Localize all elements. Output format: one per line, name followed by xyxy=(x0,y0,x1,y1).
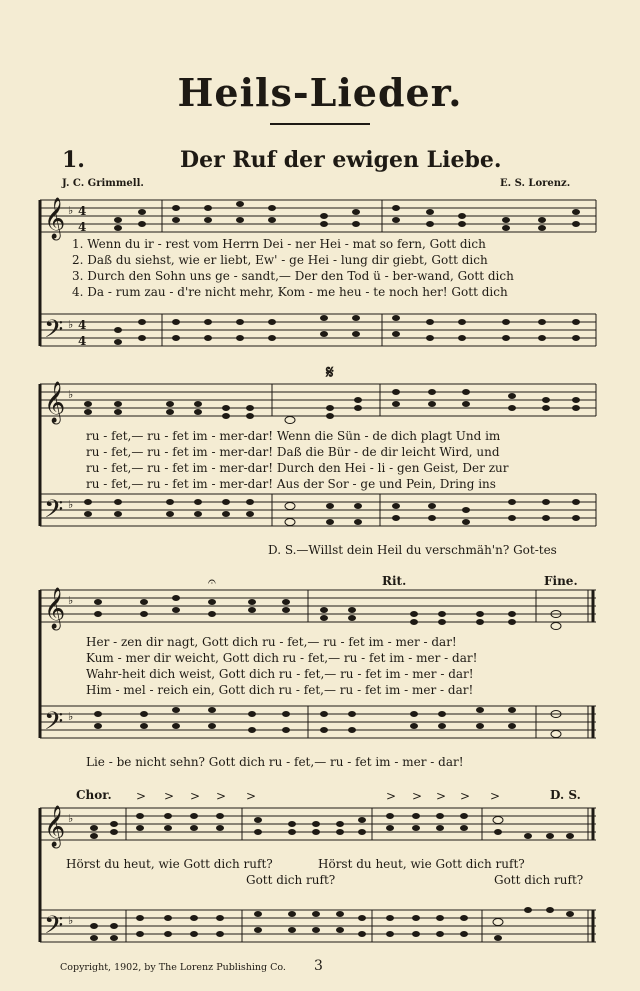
ritardando-mark: Rit. xyxy=(382,574,407,588)
svg-text:>: > xyxy=(412,789,423,803)
ds-lyric-line: Lie - be nicht sehn? Gott dich ru - fet,— ru - fet im - mer - dar! xyxy=(86,755,464,769)
svg-text:♭: ♭ xyxy=(68,914,74,927)
chorus-lyric-2b: Gott dich ruft? xyxy=(494,873,584,887)
svg-text:𝄢: 𝄢 xyxy=(44,707,64,742)
lyricist-credit: J. C. Grimmell. xyxy=(62,178,144,189)
verse-2-line: 2. Daß du siehst, wie er liebt, Ew' - ge Hei - lung dir giebt, Gott dich xyxy=(72,253,488,267)
svg-text:>: > xyxy=(190,789,201,803)
svg-text:>: > xyxy=(136,789,147,803)
chorus-label: Chor. xyxy=(76,788,112,802)
svg-text:4: 4 xyxy=(78,334,87,348)
svg-text:♭: ♭ xyxy=(68,710,74,723)
svg-text:𝄐: 𝄐 xyxy=(208,574,216,590)
svg-text:♭: ♭ xyxy=(68,388,74,401)
verse-2-line: ru - fet,— ru - fet im - mer-dar! Daß die Bür - de dir leicht Wird, und xyxy=(86,445,500,459)
svg-text:♭: ♭ xyxy=(68,812,74,825)
copyright-notice: Copyright, 1902, by The Lorenz Publishing Co. xyxy=(60,962,286,973)
verse-4-line: ru - fet,— ru - fet im - mer-dar! Aus der Sor - ge und Pein, Dring ins xyxy=(86,477,496,491)
system-1-verses xyxy=(72,236,514,300)
svg-text:𝄢: 𝄢 xyxy=(44,315,64,350)
title-rule xyxy=(270,123,370,125)
composer-credit: E. S. Lorenz. xyxy=(500,178,571,189)
svg-text:𝄢: 𝄢 xyxy=(44,495,64,530)
svg-text:♭: ♭ xyxy=(68,594,74,607)
verse-1-line: ru - fet,— ru - fet im - mer-dar! Wenn die Sün - de dich plagt Und im xyxy=(86,429,501,443)
music-system-3 xyxy=(36,574,600,774)
accent-marks xyxy=(136,789,500,803)
fine-mark: Fine. xyxy=(544,574,578,588)
verse-4-line: 4. Da - rum zau - d're nicht mehr, Kom - me heu - te noch her! Gott dich xyxy=(72,285,508,299)
verse-3-line: 3. Durch den Sohn uns ge - sandt,— Der den Tod ü - ber-wand, Gott dich xyxy=(72,269,514,283)
svg-text:𝄞: 𝄞 xyxy=(44,198,66,239)
svg-text:♭: ♭ xyxy=(68,498,74,511)
svg-text:>: > xyxy=(436,789,447,803)
chorus-lyric-2a: Gott dich ruft? xyxy=(246,873,336,887)
svg-text:4: 4 xyxy=(78,220,87,234)
svg-text:>: > xyxy=(216,789,227,803)
svg-text:𝄢: 𝄢 xyxy=(44,911,64,946)
svg-text:>: > xyxy=(246,789,257,803)
book-title: Heils-Lieder. xyxy=(177,70,463,115)
system-2-verses xyxy=(86,428,509,492)
svg-text:𝄞: 𝄞 xyxy=(44,588,66,629)
verse-3-line: Wahr-heit dich weist, Gott dich ru - fet,— ru - fet im - mer - dar! xyxy=(86,667,474,681)
ds-mark: D. S. xyxy=(550,788,581,802)
ds-lyric-line: D. S.—Willst dein Heil du verschmäh'n? Got-tes xyxy=(268,543,557,557)
svg-text:4: 4 xyxy=(78,204,87,218)
svg-text:>: > xyxy=(386,789,397,803)
svg-text:𝄞: 𝄞 xyxy=(44,806,66,847)
svg-text:𝄞: 𝄞 xyxy=(44,382,66,423)
svg-text:>: > xyxy=(460,789,471,803)
svg-text:>: > xyxy=(164,789,175,803)
page-number: 3 xyxy=(314,958,323,974)
music-system-4 xyxy=(36,786,600,956)
hymn-title: Der Ruf der ewigen Liebe. xyxy=(180,147,502,173)
svg-text:>: > xyxy=(490,789,501,803)
music-system-1 xyxy=(36,192,600,362)
music-system-2 xyxy=(36,362,600,560)
hymn-number: 1. xyxy=(62,147,85,173)
chorus-lyric-1a: Hörst du heut, wie Gott dich ruft? xyxy=(66,857,273,871)
verse-3-line: ru - fet,— ru - fet im - mer-dar! Durch den Hei - li - gen Geist, Der zur xyxy=(86,461,509,475)
svg-text:4: 4 xyxy=(78,318,87,332)
system-3-verses xyxy=(86,634,477,698)
chorus-lyric-1b: Hörst du heut, wie Gott dich ruft? xyxy=(318,857,525,871)
verse-1-line: 1. Wenn du ir - rest vom Herrn Dei - ner Hei - mat so fern, Gott dich xyxy=(72,237,486,251)
segno-sign: 𝄋 xyxy=(326,362,334,383)
verse-1-line: Her - zen dir nagt, Gott dich ru - fet,— ru - fet im - mer - dar! xyxy=(86,635,457,649)
verse-4-line: Him - mel - reich ein, Gott dich ru - fet,— ru - fet im - mer - dar! xyxy=(86,683,474,697)
verse-2-line: Kum - mer dir weicht, Gott dich ru - fet,— ru - fet im - mer - dar! xyxy=(86,651,478,665)
svg-text:♭: ♭ xyxy=(68,318,74,331)
svg-text:♭: ♭ xyxy=(68,204,74,217)
